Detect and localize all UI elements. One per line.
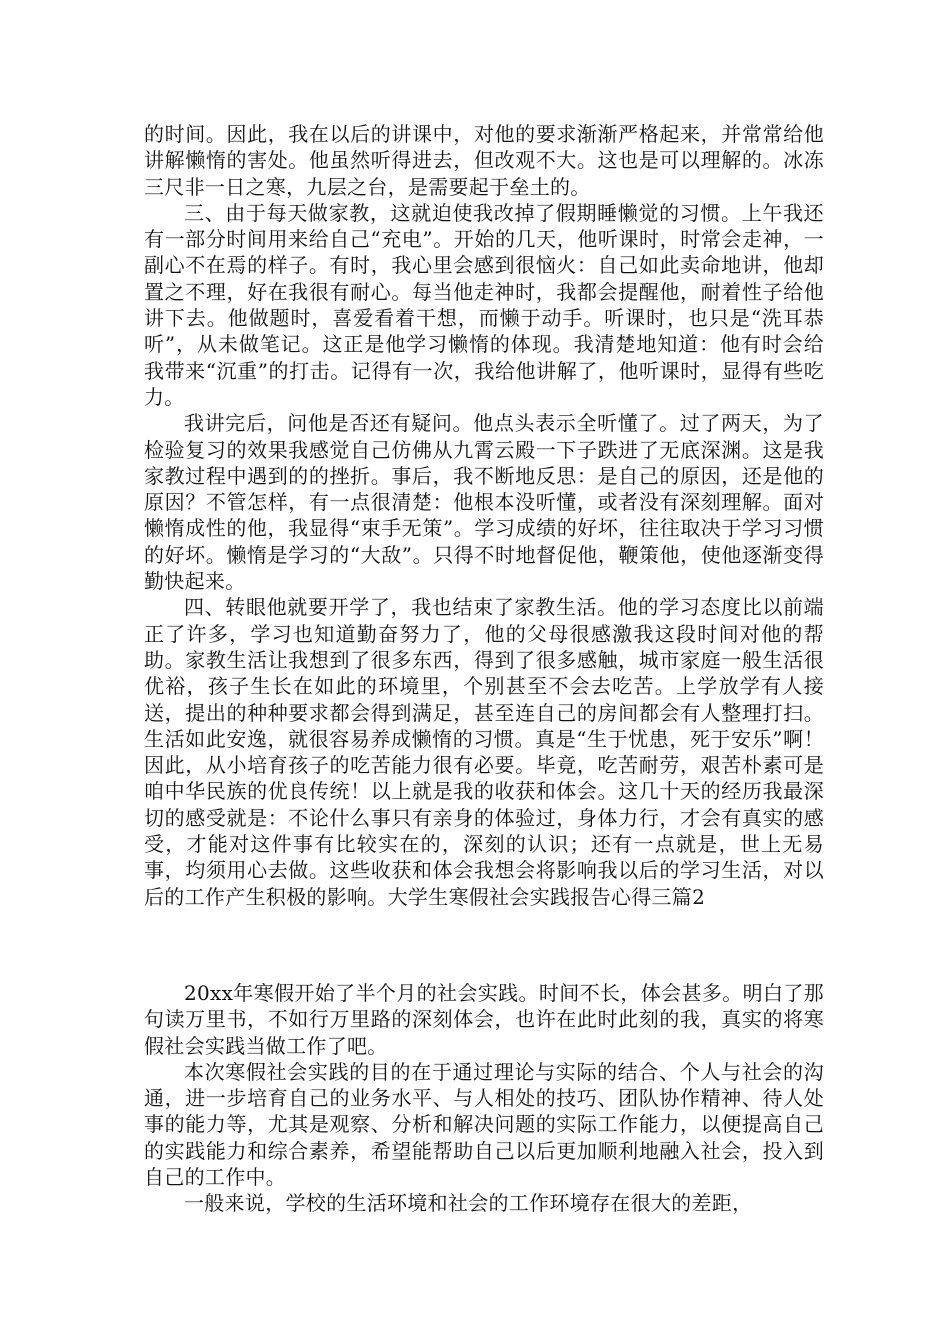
paragraph-environment: 一般来说，学校的生活环境和社会的工作环境存在很大的差距，: [184, 1191, 753, 1216]
document-body-section-a: [144, 121, 824, 910]
paragraph-intro: 20xx年寒假开始了半个月的社会实践。时间不长，体会甚多。明白了那句读万里书，不如行万里路的深刻体会，也许在此时此刻的我，真实的将寒假社会实践当做工作了吧。: [144, 981, 824, 1058]
paragraph-explanation: 我讲完后，问他是否还有疑问。他点头表示全听懂了。过了两天，为了检验复习的效果我感觉自己仿佛从九霄云殿一下子跌进了无底深渊。这是我家教过程中遇到的的挫折。事后，我不断地反思：是自己的原因，还是他的原因？不管怎样，有一点很清楚：他根本没听懂，或者没有深刻理解。面对懒惰成性的他，我显得“束手无策”。学习成绩的好坏，往往取决于学习习惯的好坏。懒惰是学习的“大敌”。只得不时地督促他，鞭策他，使他逐渐变得勤快起来。: [144, 411, 824, 594]
paragraph-point-three: 三、由于每天做家教，这就迫使我改掉了假期睡懒觉的习惯。上午我还有一部分时间用来给自己“充电”。开始的几天，他听课时，时常会走神，一副心不在焉的样子。有时，我心里会感到很恼火：自己如此卖命地讲，他却置之不理，好在我很有耐心。每当他走神时，我都会提醒他，耐着性子给他讲下去。他做题时，喜爱看着干想，而懒于动手。听课时，也只是“洗耳恭听”，从未做笔记。这正是他学习懒惰的体现。我清楚地知道：他有时会给我带来“沉重”的打击。记得有一次，我给他讲解了，他听课时，显得有些吃力。: [144, 200, 824, 409]
paragraph-point-four: 四、转眼他就要开学了，我也结束了家教生活。他的学习态度比以前端正了许多，学习也知道勤奋努力了，他的父母很感激我这段时间对他的帮助。家教生活让我想到了很多东西，得到了很多感触，城市家庭一般生活很优裕，孩子生长在如此的环境里，个别甚至不会去吃苦。上学放学有人接送，提出的种种要求都会得到满足，甚至连自己的房间都会有人整理打扫。生活如此安逸，就很容易养成懒惰的习惯。真是“生于忧患，死于安乐”啊！因此，从小培育孩子的吃苦能力很有必要。毕竟，吃苦耐劳，艰苦朴素可是咱中华民族的优良传统！以上就是我的收获和体会。这几十天的经历我最深切的感受就是：不论什么事只有亲身的体验过，身体力行，才会有真实的感受，才能对这件事有比较实在的，深刻的认识；还有一点就是，世上无易事，均须用心去做。这些收获和体会我想会将影响我以后的学习生活，对以后的工作产生积极的影响。大学生寒假社会实践报告心得三篇2: [144, 595, 824, 909]
document-body-section-b: [144, 980, 824, 1217]
paragraph-continuation: 的时间。因此，我在以后的讲课中，对他的要求渐渐严格起来，并常常给他讲解懒惰的害处。他虽然听得进去，但改观不大。这也是可以理解的。冰冻三尺非一日之寒，九层之台，是需要起于垒土的。: [144, 122, 824, 199]
paragraph-purpose: 本次寒假社会实践的目的在于通过理论与实际的结合、个人与社会的沟通，进一步培育自己的业务水平、与人相处的技巧、团队协作精神、待人处事的能力等，尤其是观察、分析和解决问题的实际工作能力，以便提高自己的实践能力和综合素养，希望能帮助自己以后更加顺利地融入社会，投入到自己的工作中。: [144, 1059, 824, 1190]
